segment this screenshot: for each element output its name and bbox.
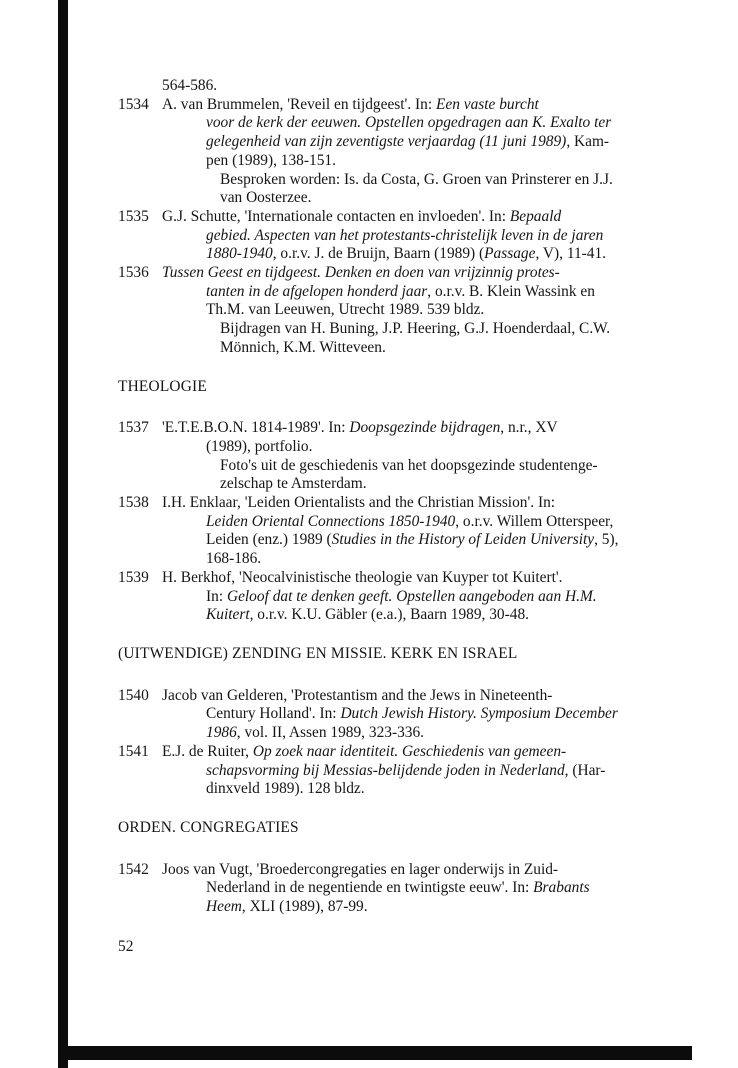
italic-title: schapsvorming bij Messias-belijdende joden in Nederland	[206, 761, 565, 779]
italic-title: tanten in de afgelopen honderd jaar	[206, 282, 428, 300]
entry-line	[162, 264, 634, 283]
italic-title: Geloof dat te denken geeft. Opstellen aangeboden aan H.M.	[226, 587, 597, 605]
entry-number: 1540	[118, 686, 149, 704]
text-segment: , o.r.v. J. de Bruijn, Baarn (1989) (	[272, 245, 485, 263]
text-segment: , o.r.v. K.U. Gäbler (e.a.), Baarn 1989, 30-48.	[249, 606, 529, 624]
section-heading: ORDEN. CONGREGATIES	[118, 818, 299, 836]
entry-annotation: Foto's uit de geschiedenis van het doopsgezinde studentenge-	[220, 456, 598, 474]
entry-number: 1539	[118, 568, 149, 586]
bibliography-entry	[118, 687, 634, 743]
text-segment: pen (1989), 138-151.	[206, 151, 336, 169]
entry-line	[162, 152, 634, 171]
entry-line	[162, 301, 634, 320]
text-segment: , XLI (1989), 87-99.	[241, 898, 368, 916]
bibliography-entry	[118, 77, 634, 96]
italic-title: Tussen Geest en tijdgeest. Denken en doen van vrijzinnig protes-	[162, 264, 560, 282]
italic-title: Dutch Jewish History. Symposium December	[340, 705, 618, 723]
italic-title: 1986	[206, 724, 237, 742]
entry-line	[162, 77, 634, 96]
text-segment: (1989), portfolio.	[206, 437, 313, 455]
bibliography-content	[118, 77, 634, 917]
bibliography-entry	[118, 743, 634, 799]
text-segment: , n.r., XV	[500, 419, 558, 437]
entry-number: 1541	[118, 742, 149, 760]
text-segment: , (Har-	[564, 761, 606, 779]
entry-line	[162, 96, 634, 115]
italic-title: Leiden Oriental Connections 1850-1940	[206, 512, 456, 530]
bibliography-entry	[118, 264, 634, 358]
italic-title: gelegenheid van zijn zeventigste verjaardag (11 juni 1989)	[206, 133, 567, 151]
text-segment: 168-186.	[206, 550, 262, 568]
entry-line	[162, 780, 634, 799]
text-segment: In:	[206, 587, 227, 605]
entry-annotation: Besproken worden: Is. da Costa, G. Groen van Prinsterer en J.J.	[220, 170, 613, 188]
entry-line	[162, 861, 634, 880]
bibliography-entry	[118, 861, 634, 917]
entry-line	[162, 114, 634, 133]
text-segment: , V), 11-41.	[535, 245, 607, 263]
italic-title: Heem	[206, 898, 242, 916]
italic-title: 1880-1940	[206, 245, 273, 263]
section-heading: (UITWENDIGE) ZENDING EN MISSIE. KERK EN ISRAEL	[118, 644, 518, 662]
entry-line	[162, 283, 634, 302]
entry-annotation: zelschap te Amsterdam.	[220, 475, 367, 493]
italic-title: voor de kerk der eeuwen. Opstellen opgedragen aan K. Exalto ter	[206, 114, 612, 132]
bibliography-entry	[118, 569, 634, 625]
entry-line	[162, 569, 634, 588]
entry-annotation: Mönnich, K.M. Witteveen.	[220, 338, 386, 356]
italic-title: gebied. Aspecten van het protestants-christelijk leven in de jaren	[206, 226, 604, 244]
entry-line	[162, 879, 634, 898]
text-segment: H. Berkhof, 'Neocalvinistische theologie van Kuyper tot Kuitert'.	[162, 568, 563, 586]
scan-border-left	[58, 0, 68, 1068]
entry-line	[162, 245, 634, 264]
entry-number: 1535	[118, 207, 149, 225]
italic-title: Bepaald	[509, 207, 562, 225]
entry-annotation: Bijdragen van H. Buning, J.P. Heering, G.J. Hoenderdaal, C.W.	[220, 320, 611, 338]
text-segment: G.J. Schutte, 'Internationale contacten en invloeden'. In:	[162, 207, 510, 225]
italic-title: Passage	[484, 245, 536, 263]
bibliography-entry	[118, 494, 634, 569]
entry-number: 1534	[118, 95, 149, 113]
text-segment: , o.r.v. Willem Otterspeer,	[455, 512, 614, 530]
document-page	[118, 77, 634, 956]
italic-title: Op zoek naar identiteit. Geschiedenis van gemeen-	[252, 742, 567, 760]
text-segment: , vol. II, Assen 1989, 323-336.	[236, 724, 425, 742]
entry-annotation: van Oosterzee.	[220, 189, 312, 207]
italic-title: Studies in the History of Leiden University	[331, 531, 595, 549]
entry-line	[162, 513, 634, 532]
entry-number: 1542	[118, 860, 149, 878]
entry-number: 1538	[118, 494, 149, 512]
text-segment: Leiden (enz.) 1989 (	[206, 531, 332, 549]
text-segment: Joos van Vugt, 'Broedercongregaties en lager onderwijs in Zuid-	[162, 860, 559, 878]
entry-line	[162, 438, 634, 457]
text-segment: 564-586.	[162, 77, 218, 94]
page-number: 52	[118, 937, 134, 955]
italic-title: Brabants	[533, 879, 590, 897]
text-segment: Nederland in de negentiende en twintigste eeuw'. In:	[206, 879, 534, 897]
text-segment: , o.r.v. B. Klein Wassink en	[427, 282, 595, 300]
text-segment: 'E.T.E.B.O.N. 1814-1989'. In:	[162, 419, 350, 437]
text-segment: Century Holland'. In:	[206, 705, 341, 723]
bibliography-entry	[118, 419, 634, 494]
text-segment: , Kam-	[566, 133, 610, 151]
italic-title: Kuitert	[206, 606, 250, 624]
entry-line	[162, 133, 634, 152]
section-heading: THEOLOGIE	[118, 377, 207, 395]
entry-line	[162, 606, 634, 625]
entry-line	[162, 419, 634, 438]
entry-line	[162, 588, 634, 607]
italic-title: Doopsgezinde bijdragen	[349, 419, 501, 437]
text-segment: A. van Brummelen, 'Reveil en tijdgeest'. In:	[162, 95, 436, 113]
entry-number: 1537	[118, 419, 149, 437]
entry-number: 1536	[118, 264, 149, 282]
text-segment: dinxveld 1989). 128 bldz.	[206, 780, 365, 798]
text-segment: Th.M. van Leeuwen, Utrecht 1989. 539 bldz.	[206, 301, 485, 319]
text-segment: Jacob van Gelderen, 'Protestantism and the Jews in Nineteenth-	[162, 686, 553, 704]
entry-line	[162, 550, 634, 569]
entry-line	[162, 494, 634, 513]
entry-line	[162, 531, 634, 550]
scan-border-bottom	[58, 1046, 692, 1060]
entry-line	[162, 762, 634, 781]
entry-line	[162, 227, 634, 246]
entry-line	[162, 743, 634, 762]
entry-line	[162, 724, 634, 743]
text-segment: , 5),	[594, 531, 619, 549]
text-segment: E.J. de Ruiter,	[162, 742, 253, 760]
entry-line	[162, 208, 634, 227]
entry-line	[162, 898, 634, 917]
bibliography-entry	[118, 96, 634, 208]
bibliography-entry	[118, 208, 634, 264]
entry-line	[162, 687, 634, 706]
entry-line	[162, 705, 634, 724]
text-segment: I.H. Enklaar, 'Leiden Orientalists and the Christian Mission'. In:	[162, 494, 556, 512]
italic-title: Een vaste burcht	[435, 95, 539, 113]
